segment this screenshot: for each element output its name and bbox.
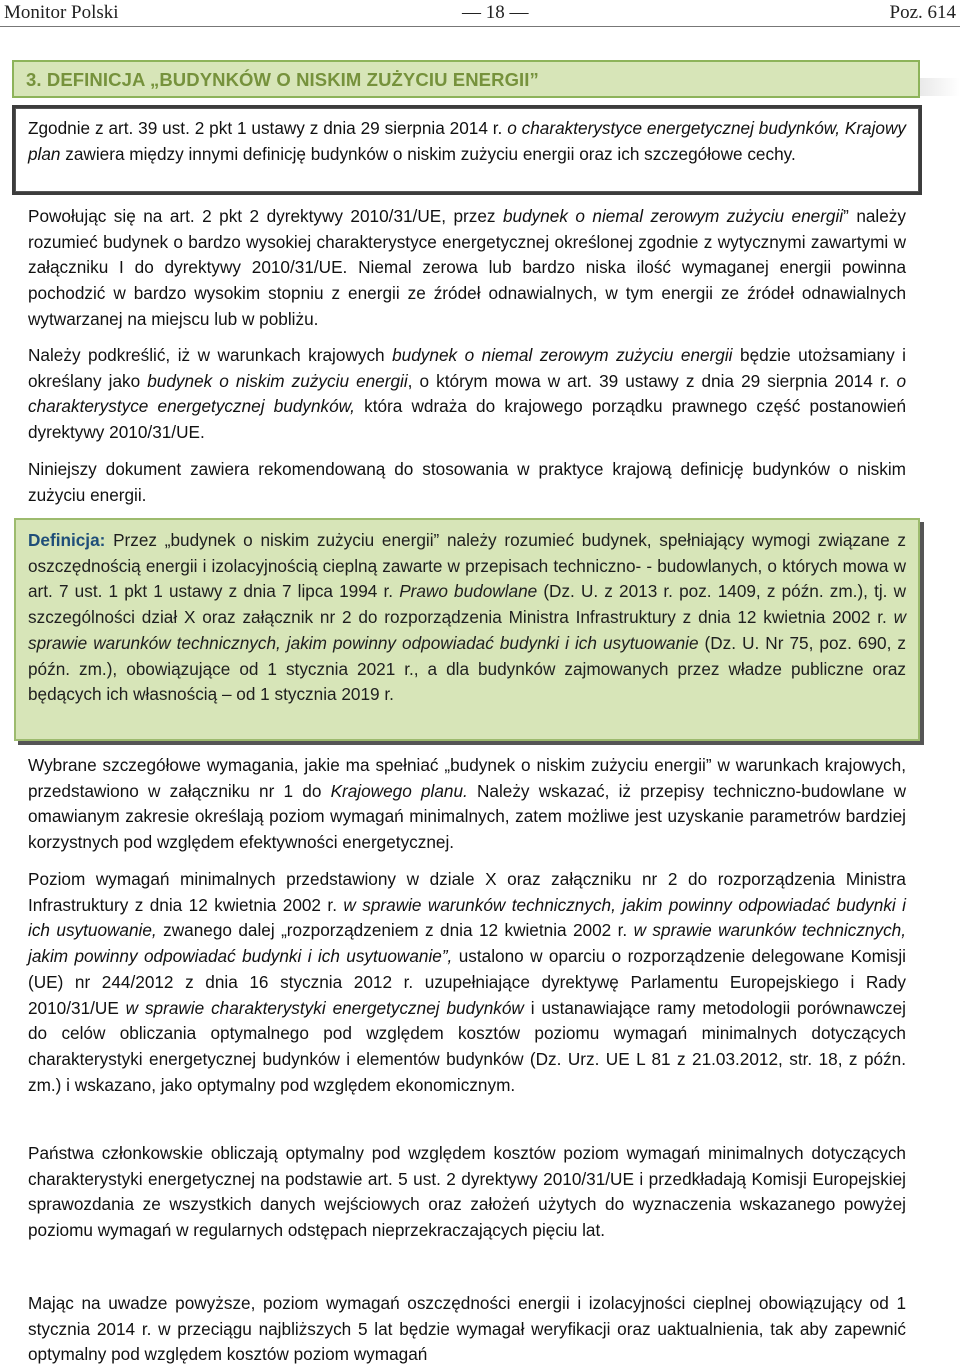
page-number: — 18 —: [462, 2, 529, 23]
paragraph-3: Niniejszy dokument zawiera rekomendowaną do stosowania w praktyce krajową definicję budynków o niskim zużyciu energii.: [28, 459, 906, 505]
p5-text-a: Poziom wymagań minimalnych przedstawiony w dziale X oraz załączniku nr 2 do rozporządzenia Ministra Infrastruktury z dnia 12 kwietnia 2002 r.: [28, 869, 906, 915]
page-header: [0, 0, 960, 24]
p2-text-a: Należy podkreślić, iż w warunkach krajowych: [28, 345, 393, 365]
section-shadow: [916, 78, 960, 96]
paragraph-7: Mając na uwadze powyższe, poziom wymagań oszczędności energii i izolacyjności cieplnej obowiązujący od 1 stycznia 2014 r. w przeciągu najbliższych 5 lat będzie wymagał weryfikacji oraz uaktualnienia, tak aby zapewnić optymalny pod względem kosztów poziom wymagań: [28, 1293, 906, 1365]
paragraph-5: [28, 867, 906, 1098]
paragraph-6: Państwa członkowskie obliczają optymalny pod względem kosztów poziom wymagań minimalnych dotyczących charakterystyki energetycznej na podstawie art. 5 ust. 2 dyrektywy 2010/31/UE i przedkładają Komisji Europejskiej sprawozdania ze wszystkich danych wejściowych oraz założeń użytych do wyznaczenia wskazanego powyżej poziomu wymagań w regularnych odstępach nieprzekraczających pięciu lat.: [28, 1143, 906, 1241]
p2-text-e: , o którym mowa w art. 39 ustawy z dnia 29 sierpnia 2014 r.: [407, 370, 897, 391]
p5-text-e: ustalono w oparciu o rozporządzenie delegowane Komisji (UE) nr 244/2012 z dnia 16 stycznia 2012 r. uzupełniające dyrektywę Parlamentu Europejskiego i Rady 2010/31/UE: [28, 946, 906, 1018]
p2-text-b: budynek o niemal zerowym zużyciu energii: [392, 345, 733, 365]
definition-text-b: Prawo budowlane: [399, 581, 538, 602]
section-heading-box: [12, 60, 920, 98]
definition-text-e: (Dz. U. Nr 75, poz. 690, z późn. zm.), obowiązujące od 1 stycznia 2021 r., a dla budynków zajmowanych przez władze publiczne oraz będących ich własnością – od 1 stycznia 2019 r.: [28, 632, 906, 705]
p5-text-c: zwanego dalej „rozporządzeniem z dnia 12 kwietnia 2002 r.: [156, 920, 634, 941]
p5-text-f: w sprawie charakterystyki energetycznej budynków: [125, 997, 524, 1018]
p4-text-c: Należy wskazać, iż przepisy techniczno-budowlane w omawianym zakresie określają poziom wymagań minimalnych, zatem możliwe jest uzyskanie parametrów bardziej korzystnych pod względem efektywności energetycznej.: [28, 780, 906, 853]
definition-label: Definicja:: [28, 530, 106, 550]
p4-text-b: Krajowego planu.: [330, 780, 468, 801]
paragraph-1: [28, 204, 906, 333]
intro-paragraph: [28, 116, 906, 167]
intro-text-a: Zgodnie z art. 39 ust. 2 pkt 1 ustawy z dnia 29 sierpnia 2014 r.: [28, 118, 508, 138]
definition-text-a: Przez „budynek o niskim zużyciu energii” należy rozumieć budynek, spełniający wymogi związane z oszczędnością energii i izolacyjnością cieplną zawarte w przepisach techniczno- - budowlanych, o których mowa w art. 7 ust. 1 pkt 1 ustawy z dnia 7 lipca 1994 r.: [28, 530, 906, 602]
p2-text-g: która wdraża do krajowego porządku prawnego część postanowień dyrektywy 2010/31/UE.: [28, 396, 907, 443]
p5-text-b: w sprawie warunków technicznych, jakim powinny odpowiadać budynki i ich usytuowanie,: [28, 894, 907, 941]
p1-text-c: ” należy rozumieć budynek o bardzo wysokiej charakterystyce energetycznej określonej zgodnie z wytycznymi zawartymi w załączniku I do dyrektywy 2010/31/UE. Niemal zerowa lub bardzo niska ilość wymaganej energii powinna pochodzić w bardzo wysokim stopniu z energii ze źródeł odnawialnych, w tym energii ze źródeł odnawialnych wytwarzanej na miejscu lub w pobliżu.: [28, 206, 906, 329]
p2-text-d: budynek o niskim zużyciu energii: [147, 370, 408, 391]
p5-text-g: i ustanawiające ramy metodologii porównawczej do celów obliczania optymalnego pod względem kosztów poziomu wymagań minimalnych dotyczących charakterystyki energetycznej budynków i elementów budynków (Dz. Urz. UE L 81 z 21.03.2012, str. 18, z późn. zm.) i wskazano, jako optymalny pod względem ekonomicznym.: [28, 997, 907, 1095]
journal-name: Monitor Polski: [4, 2, 119, 23]
p4-text-a: Wybrane szczegółowe wymagania, jakie ma spełniać „budynek o niskim zużyciu energii” w warunkach krajowych, przedstawiono w załączniku nr 1 do: [28, 755, 906, 801]
paragraph-4: [28, 753, 906, 856]
intro-text-b: o charakterystyce energetycznej budynków, Krajowy plan: [28, 118, 906, 164]
p1-text-a: Powołując się na art. 2 pkt 2 dyrektywy 2010/31/UE, przez: [28, 206, 503, 226]
p2-text-f: o charakterystyce energetycznej budynków,: [28, 370, 907, 417]
definition-text-d: w sprawie warunków technicznych, jakim powinny odpowiadać budynki i ich usytuowanie: [28, 607, 906, 653]
paragraph-2: [28, 343, 906, 446]
header-divider: [0, 26, 960, 27]
position-number: Poz. 614: [889, 2, 956, 23]
intro-text-c: zawiera między innymi definicję budynków o niskim zużyciu energii oraz ich szczegółowe cechy.: [60, 143, 796, 164]
definition-text-c: (Dz. U. z 2013 r. poz. 1409, z późn. zm.), tj. w szczególności dział X oraz załącznik nr 2 do rozporządzenia Ministra Infrastruktury z dnia 12 kwietnia 2002 r.: [28, 581, 906, 628]
section-title: 3. DEFINICJA „BUDYNKÓW O NISKIM ZUŻYCIU ENERGII”: [26, 69, 539, 90]
p5-text-d: w sprawie warunków technicznych, jakim powinny odpowiadać budynki i ich usytuowanie”,: [28, 920, 906, 967]
p2-text-c: będzie utożsamiany i określany jako: [28, 345, 907, 391]
p1-text-b: budynek o niemal zerowym zużyciu energii: [502, 206, 844, 226]
definition-paragraph: [28, 528, 906, 708]
